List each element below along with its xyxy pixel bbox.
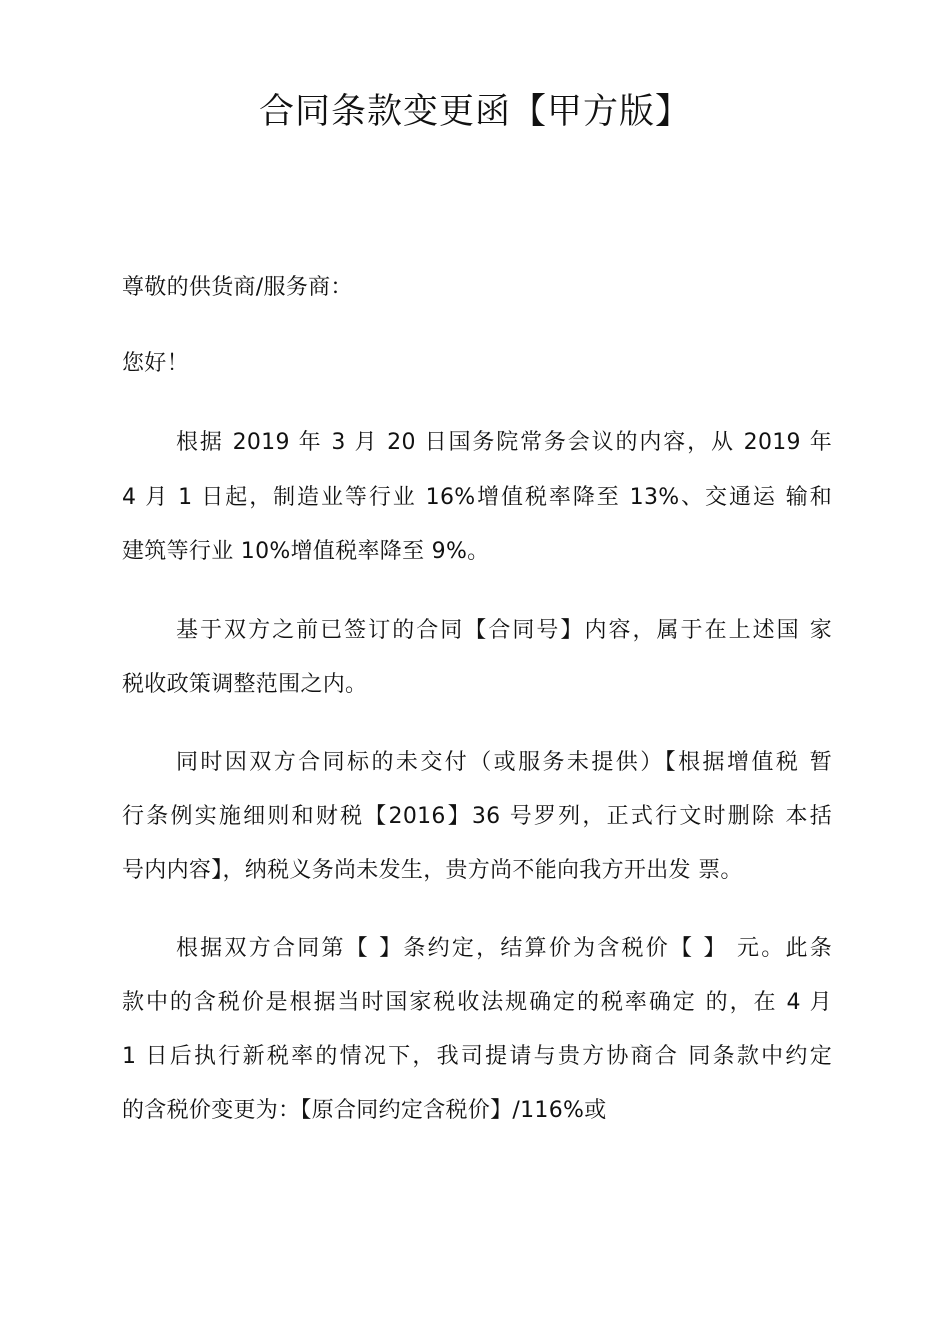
paragraph-line: 同时因双方合同标的未交付（或服务未提供）【根据增值税 暂: [176, 750, 832, 775]
paragraph-line: 号内内容】，纳税义务尚未发生，贵方尚不能向我方开出发 票。: [122, 858, 743, 883]
paragraph-line: 4 月 1 日起，制造业等行业 16%增值税率降至 13%、交通运 输和: [122, 485, 832, 510]
greeting: 您好！: [122, 351, 189, 376]
salutation: 尊敬的供货商/服务商：: [122, 275, 353, 300]
paragraph-line: 行条例实施细则和财税【2016】36 号罗列，正式行文时删除 本括: [122, 804, 832, 829]
paragraph-line: 基于双方之前已签订的合同【合同号】内容，属于在上述国 家: [176, 618, 832, 643]
paragraph-line: 建筑等行业 10%增值税率降至 9%。: [122, 539, 490, 564]
paragraph-line: 根据双方合同第【 】条约定，结算价为含税价【 】 元。此条: [176, 936, 832, 961]
document-title: 合同条款变更函【甲方版】: [258, 92, 691, 132]
paragraph-line: 根据 2019 年 3 月 20 日国务院常务会议的内容，从 2019 年: [176, 430, 832, 455]
paragraph-line: 款中的含税价是根据当时国家税收法规确定的税率确定 的，在 4 月: [122, 990, 832, 1015]
paragraph-line: 1 日后执行新税率的情况下，我司提请与贵方协商合 同条款中约定: [122, 1044, 832, 1069]
paragraph-line: 的含税价变更为：【原合同约定含税价】/116%或: [122, 1098, 607, 1123]
paragraph-line: 税收政策调整范围之内。: [122, 672, 368, 697]
